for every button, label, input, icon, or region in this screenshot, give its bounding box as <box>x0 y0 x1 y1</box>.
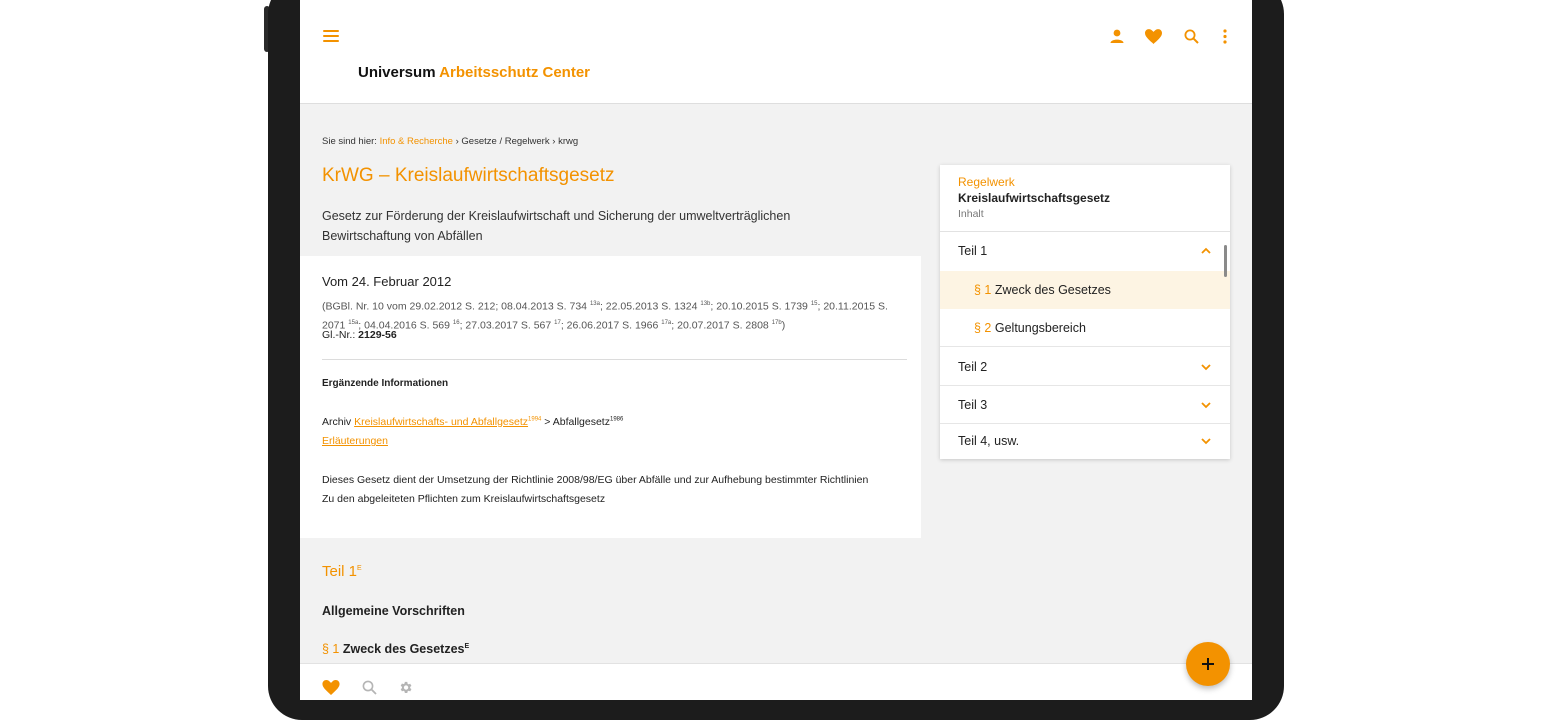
toc-title: Kreislaufwirtschaftsgesetz <box>958 191 1111 205</box>
bgbl-ref-sup: 13b <box>700 301 711 307</box>
breadcrumb-item-info-recherche[interactable]: Info & Recherche <box>379 136 453 147</box>
bgbl-ref-sup: 17 <box>554 319 561 326</box>
divider <box>322 359 907 360</box>
toc-item-teil-1[interactable] <box>940 232 1230 270</box>
paragraph-symbol: § 1 <box>322 642 340 656</box>
toc-sub-symbol: § 2 <box>974 321 992 335</box>
breadcrumb-prefix: Sie sind hier: <box>322 136 377 147</box>
gl-nr-label: Gl.-Nr.: <box>322 329 356 341</box>
paragraph-title: Zweck des Gesetzes <box>342 642 465 656</box>
breadcrumb <box>322 136 578 147</box>
toc-item-label: Teil 2 <box>958 360 988 374</box>
toc-sub-symbol: § 1 <box>974 283 992 297</box>
chevron-down-icon[interactable] <box>1200 362 1212 372</box>
toc-sub-label: Geltungsbereich <box>994 321 1086 335</box>
archive-separator-text: > Abfallgesetz <box>541 416 610 428</box>
toc-subitem-paragraph-1[interactable] <box>940 271 1230 309</box>
law-date: Vom 24. Februar 2012 <box>322 274 452 289</box>
add-fab-button[interactable] <box>1186 642 1230 686</box>
chevron-down-icon[interactable] <box>1200 436 1212 446</box>
toc-item-teil-2[interactable] <box>940 348 1230 386</box>
bgbl-ref-text: ; 20.07.2017 S. 2808 <box>671 319 772 331</box>
toc-item-label: Teil 3 <box>958 398 988 412</box>
more-vert-icon[interactable] <box>1222 29 1228 44</box>
toc-item-teil-4[interactable] <box>940 424 1230 462</box>
page-title: KrWG – Kreislaufwirtschaftsgesetz <box>322 165 615 186</box>
gl-nr <box>322 329 397 341</box>
gear-icon[interactable] <box>398 680 413 695</box>
toc-sub-label: Zweck des Gesetzes <box>994 283 1111 297</box>
menu-icon[interactable] <box>323 30 339 44</box>
archive-link-sup: 1994 <box>528 416 542 423</box>
law-info-card <box>300 256 921 538</box>
purpose-line-2[interactable]: Zu den abgeleiteten Pflichten zum Kreislaufwirtschaftsgesetz <box>322 493 606 505</box>
regelwerk-toc-panel <box>940 165 1230 459</box>
archive-prefix: Archiv <box>322 416 352 428</box>
plus-icon <box>1200 656 1216 672</box>
bgbl-ref-sup: 15 <box>810 301 818 307</box>
purpose-line-1: Dieses Gesetz dient der Umsetzung der Richtlinie 2008/98/EG über Abfälle und zur Aufhebung bestimmter Richtlinien <box>322 474 869 486</box>
bgbl-ref-text: ) <box>781 319 786 331</box>
toc-scrollbar[interactable] <box>1224 245 1227 277</box>
brand-logo[interactable] <box>358 64 590 81</box>
archive-link-krw-abfg[interactable]: Kreislaufwirtschafts- und Abfallgesetz <box>354 416 529 428</box>
archive-line <box>322 416 623 428</box>
app-header <box>300 0 1252 104</box>
bgbl-ref-sup: 16 <box>452 319 460 326</box>
breadcrumb-item-current: krwg <box>558 136 579 147</box>
toc-subitem-text <box>974 321 1086 335</box>
archive-sep-sup: 1986 <box>609 416 624 423</box>
supplementary-heading: Ergänzende Informationen <box>322 378 449 389</box>
bgbl-ref-sup: 17b <box>771 319 782 326</box>
toc-label: Regelwerk <box>958 175 1015 189</box>
user-icon[interactable] <box>1110 29 1124 44</box>
bottom-toolbar <box>300 663 1252 700</box>
heart-icon[interactable] <box>1145 29 1162 44</box>
paragraph-sup[interactable]: E <box>464 642 470 650</box>
section-teil-1-heading <box>322 563 362 580</box>
search-icon[interactable] <box>1184 29 1199 44</box>
app-screen <box>300 0 1252 700</box>
toc-caption: Inhalt <box>958 208 984 220</box>
toc-subitem-text <box>974 283 1111 297</box>
brand-accent: Arbeitsschutz Center <box>439 64 591 81</box>
law-purpose-text <box>322 471 902 509</box>
bgbl-ref-text: ; 22.05.2013 S. 1324 <box>599 300 701 313</box>
teil-sup[interactable]: E <box>357 565 362 572</box>
teil-title: Teil 1 <box>322 563 358 580</box>
toc-subitem-paragraph-2[interactable] <box>940 309 1230 347</box>
toc-item-label: Teil 1 <box>958 244 988 258</box>
favorite-heart-icon[interactable] <box>322 680 340 695</box>
brand-main: Universum <box>358 64 436 81</box>
bgbl-ref-text: (BGBl. Nr. 10 vom 29.02.2012 S. 212; 08.04.2013 S. 734 <box>322 300 590 313</box>
bgbl-ref-sup: 15a <box>348 319 359 326</box>
breadcrumb-item-gesetze[interactable]: Gesetze / Regelwerk <box>461 136 550 147</box>
chevron-down-icon[interactable] <box>1200 400 1212 410</box>
bgbl-ref-text: ; 20.11.2015 S. 2071 <box>322 300 888 331</box>
toc-item-label: Teil 4, usw. <box>958 434 1020 448</box>
paragraph-1-heading <box>322 642 469 656</box>
chevron-up-icon[interactable] <box>1200 246 1212 256</box>
bgbl-ref-text: ; 20.10.2015 S. 1739 <box>710 300 811 313</box>
bgbl-ref-text: ; 04.04.2016 S. 569 <box>358 319 453 331</box>
section-heading: Allgemeine Vorschriften <box>322 604 465 618</box>
toc-item-teil-3[interactable] <box>940 386 1230 424</box>
toc-header <box>940 165 1230 232</box>
gl-nr-value: 2129-56 <box>358 329 397 341</box>
bgbl-ref-sup: 17a <box>661 319 672 326</box>
bgbl-ref-text: ; 26.06.2017 S. 1966 <box>560 319 662 331</box>
page-subtitle: Gesetz zur Förderung der Kreislaufwirtschaft und Sicherung der umweltverträglichen Bewirtschaftung von Abfällen <box>322 209 791 243</box>
bgbl-references <box>322 296 912 333</box>
erlaeuterungen-link[interactable]: Erläuterungen <box>322 435 388 447</box>
search-icon[interactable] <box>362 680 377 695</box>
breadcrumb-separator: › <box>455 136 459 147</box>
bgbl-ref-sup: 13a <box>589 301 600 307</box>
breadcrumb-separator: › <box>552 136 556 147</box>
bgbl-ref-text: ; 27.03.2017 S. 567 <box>459 319 555 331</box>
